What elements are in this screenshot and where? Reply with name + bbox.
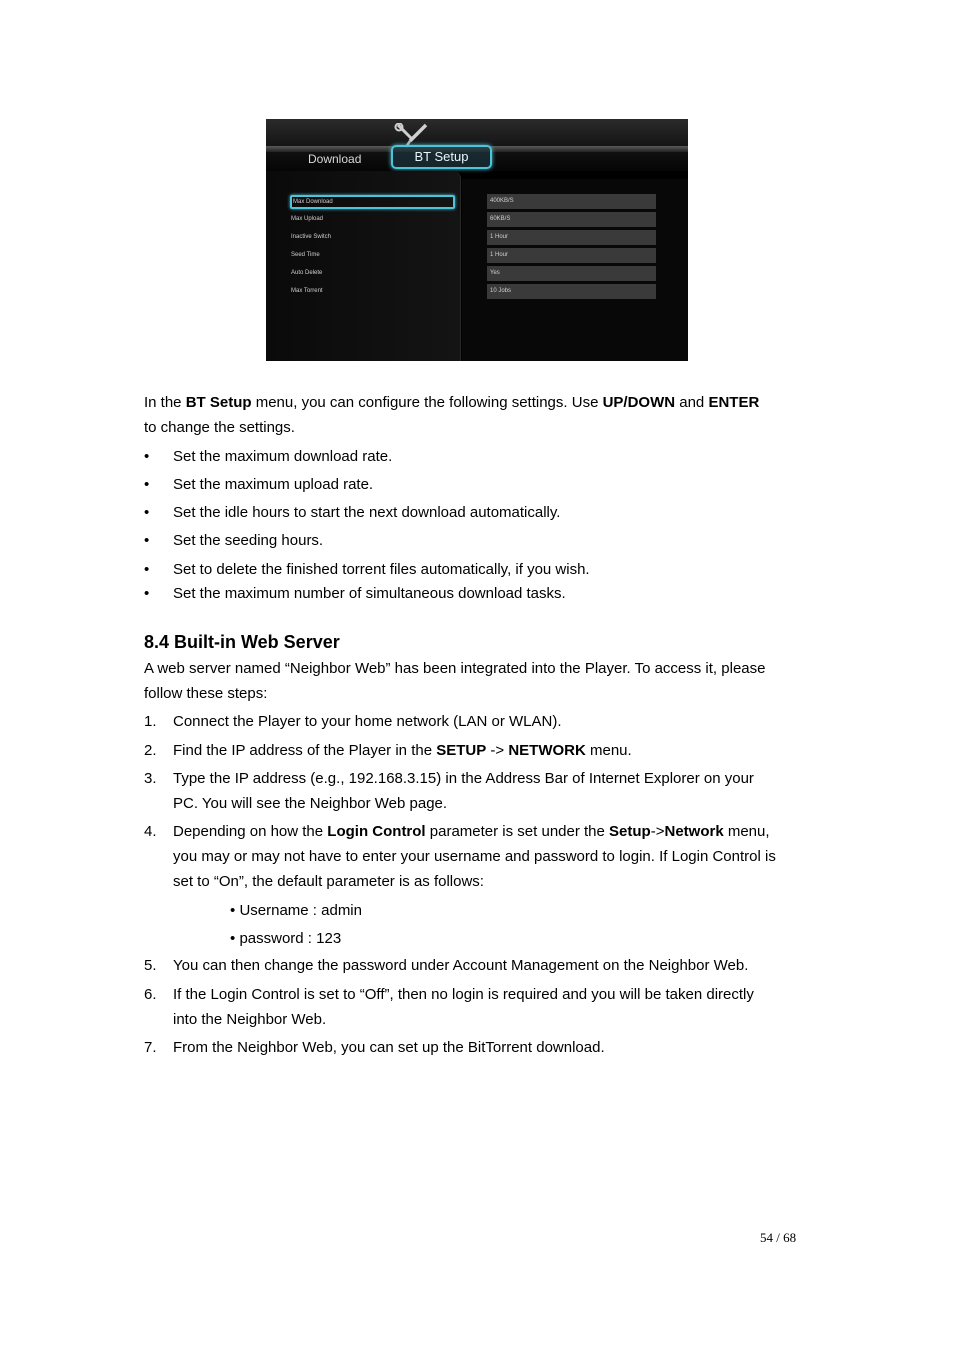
bullet-text: Set the idle hours to start the next download automatically. <box>173 504 561 521</box>
bullet-text: Set the seeding hours. <box>173 532 324 549</box>
intro-text: to change the settings. <box>144 419 295 436</box>
tab-bt-setup[interactable]: BT Setup <box>391 145 492 169</box>
bullet-text: Set the maximum number of simultaneous download tasks. <box>173 585 566 602</box>
step-text <box>173 982 823 1032</box>
section-intro <box>144 656 765 706</box>
step-text-part: parameter is set under the <box>425 823 610 840</box>
intro-bold-up-down: UP/DOWN <box>602 394 676 411</box>
step-text <box>173 738 823 763</box>
sub-item-password <box>230 930 341 947</box>
step-number: 2. <box>144 742 157 759</box>
intro-text: menu, you can configure the following settings. Use <box>251 394 603 411</box>
step-text-part: into the Neighbor Web. <box>173 1011 327 1028</box>
bullet-icon: • <box>144 561 150 578</box>
step-text <box>173 766 823 816</box>
step-text: From the Neighbor Web, you can set up the BitTorrent download. <box>173 1039 605 1056</box>
step-text <box>173 819 823 894</box>
value-max-download[interactable]: 400KB/S <box>487 194 656 209</box>
value-inactive-switch[interactable]: 1 Hour <box>487 230 656 245</box>
bullet-text: Set the maximum upload rate. <box>173 476 374 493</box>
section-heading: 8.4 Built-in Web Server <box>144 632 340 652</box>
value-seed-time[interactable]: 1 Hour <box>487 248 656 263</box>
step-bold-network: NETWORK <box>508 742 586 759</box>
step-text-part: menu. <box>585 742 632 759</box>
bullet-icon: • <box>230 902 236 919</box>
bullet-icon: • <box>230 930 236 947</box>
step-number: 4. <box>144 823 157 840</box>
menu-item-max-upload[interactable]: Max Upload <box>291 216 324 222</box>
bullet-icon: • <box>144 532 150 549</box>
step-text-part: you may or may not have to enter your username and password to login. If Login Control is <box>173 848 776 865</box>
intro-bold-enter: ENTER <box>708 394 760 411</box>
step-text-part: Depending on how the <box>173 823 328 840</box>
section-intro-text: A web server named “Neighbor Web” has been integrated into the Player. To access it, please <box>144 660 766 677</box>
step-text: You can then change the password under Account Management on the Neighbor Web. <box>173 957 749 974</box>
value-max-torrent[interactable]: 10 Jobs <box>487 284 656 299</box>
section-intro-text: follow these steps: <box>144 685 268 702</box>
step-bold-setup: Setup <box>609 823 651 840</box>
bullet-icon: • <box>144 448 150 465</box>
menu-item-inactive-switch[interactable]: Inactive Switch <box>291 234 332 240</box>
intro-paragraph <box>144 390 759 440</box>
intro-text: In the <box>144 394 186 411</box>
step-text-part: PC. You will see the Neighbor Web page. <box>173 795 448 812</box>
bullet-text: Set the maximum download rate. <box>173 448 393 465</box>
step-number: 7. <box>144 1039 157 1056</box>
menu-item-max-download[interactable]: Max Download <box>290 195 455 209</box>
menu-item-seed-time[interactable]: Seed Time <box>291 252 320 258</box>
sub-item-username <box>230 902 362 919</box>
sub-item-text: Username : admin <box>239 902 362 919</box>
step-text-part: set to “On”, the default parameter is as follows: <box>173 873 484 890</box>
value-max-upload[interactable]: 60KB/S <box>487 212 656 227</box>
step-bold-login-control: Login Control <box>327 823 426 840</box>
bullet-icon: • <box>144 585 150 602</box>
step-text-part: If the Login Control is set to “Off”, then no login is required and you will be taken directly <box>173 986 754 1003</box>
step-text-part: -> <box>486 742 509 759</box>
step-text-part: Find the IP address of the Player in the <box>173 742 437 759</box>
step-text-part: Type the IP address (e.g., 192.168.3.15) in the Address Bar of Internet Explorer on your <box>173 770 754 787</box>
bullet-text: Set to delete the finished torrent files automatically, if you wish. <box>173 561 590 578</box>
step-bold-network: Network <box>664 823 724 840</box>
step-number: 1. <box>144 713 157 730</box>
menu-item-auto-delete[interactable]: Auto Delete <box>291 270 323 276</box>
menu-item-max-torrent[interactable]: Max Torrent <box>291 288 323 294</box>
page-number: 54 / 68 <box>760 1230 797 1245</box>
intro-text: and <box>675 394 709 411</box>
step-number: 6. <box>144 986 157 1003</box>
bt-setup-screenshot <box>266 119 688 361</box>
intro-bold-bt-setup: BT Setup <box>185 394 252 411</box>
bullet-icon: • <box>144 476 150 493</box>
sub-item-text: password : 123 <box>239 930 342 947</box>
step-text-part: menu, <box>723 823 770 840</box>
step-text-part: -> <box>650 823 665 840</box>
tab-download[interactable]: Download <box>308 152 362 166</box>
step-text: Connect the Player to your home network (LAN or WLAN). <box>173 713 562 730</box>
bullet-icon: • <box>144 504 150 521</box>
value-auto-delete[interactable]: Yes <box>487 266 656 281</box>
step-bold-setup: SETUP <box>436 742 487 759</box>
step-number: 3. <box>144 770 157 787</box>
step-number: 5. <box>144 957 157 974</box>
